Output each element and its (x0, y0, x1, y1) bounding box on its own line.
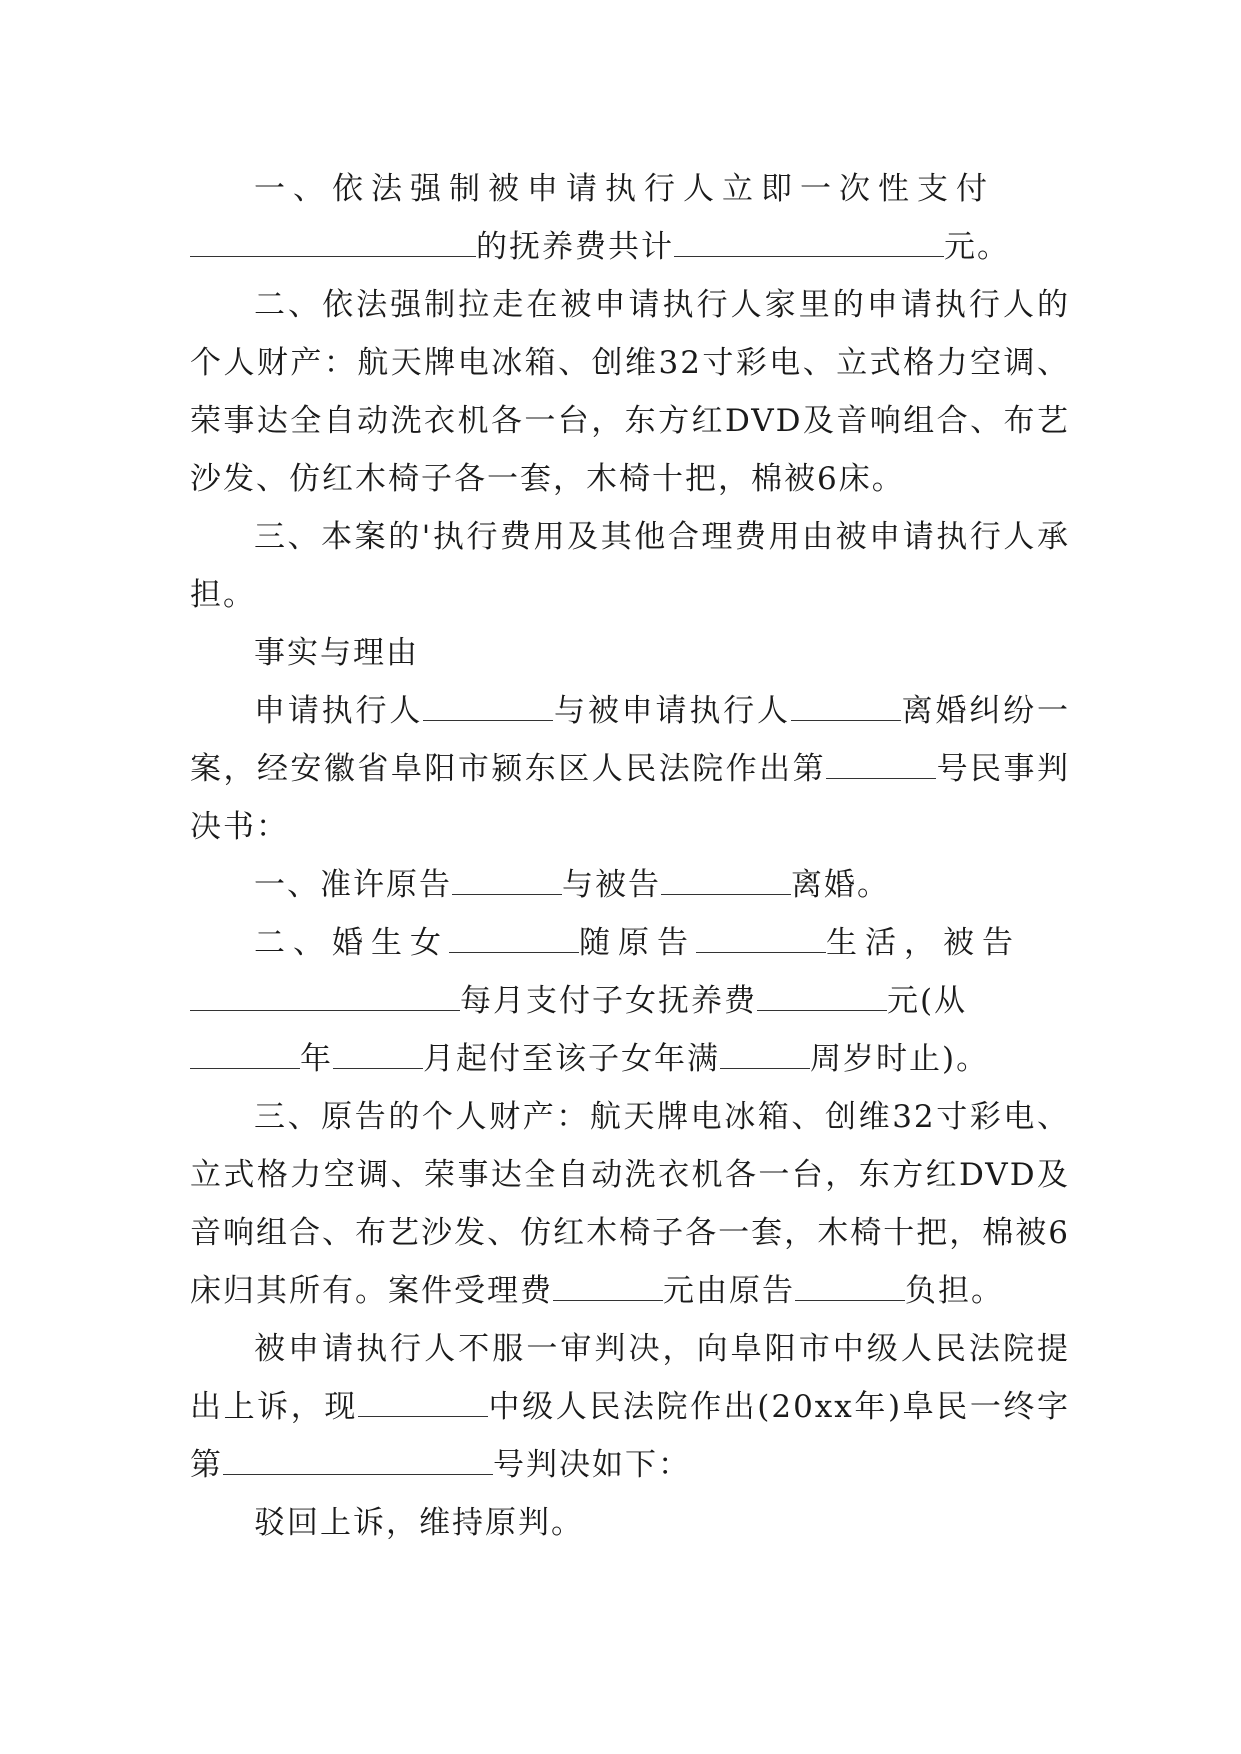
blank-line (333, 1042, 423, 1069)
appeal-text: 中级人民法院作出(20xx年)阜民一终字第 (190, 1389, 1070, 1483)
judgment-text: 与被告 (562, 867, 661, 903)
blank-line (223, 1448, 493, 1475)
judgment-text: 一、准许原告 (254, 867, 452, 903)
case-text: 号民事判决书： (190, 751, 1071, 845)
blank-line (791, 694, 901, 721)
blank-line (553, 1274, 663, 1301)
paragraph-payment-order (190, 160, 1070, 276)
paragraph-final-ruling: 驳回上诉，维持原判。 (254, 1505, 584, 1541)
judgment-text: 三、原告的个人财产：航天牌电冰箱、创维32寸彩电、立式格力空调、荣事达全自动洗衣机各一台，东方红DVD及音响组合、布艺沙发、仿红木椅子各一套，木椅十把，棉被6床归其所有。案件受理费 (190, 1099, 1070, 1309)
document-body (190, 160, 1070, 1552)
judgment-text: 每月支付子女抚养费 (460, 983, 757, 1019)
paragraph-property-removal: 二、依法强制拉走在被申请执行人家里的申请执行人的个人财产：航天牌电冰箱、创维32寸彩电、立式格力空调、荣事达全自动洗衣机各一台，东方红DVD及音响组合、布艺沙发、仿红木椅子各一套，木椅十把，棉被6床。 (190, 287, 1070, 497)
blank-line (452, 868, 562, 895)
blank-line (190, 1042, 300, 1069)
section-heading-facts-reasons: 事实与理由 (254, 635, 419, 671)
blank-line (449, 926, 579, 953)
payment-order-lead: 一、依法强制被申请执行人立即一次性支付 (254, 171, 995, 207)
payment-order-end: 元。 (944, 229, 1010, 265)
blank-line (720, 1042, 810, 1069)
appeal-text: 被申请执行人不服一审判决，向阜阳市中级人民法院提出上诉，现 (190, 1331, 1070, 1425)
judgment-text: 月起付至该子女年满 (423, 1041, 720, 1077)
paragraph-divorce-granted (190, 856, 1070, 914)
judgment-text: 离婚。 (791, 867, 890, 903)
judgment-text: 周岁时止)。 (810, 1041, 990, 1077)
blank-line (190, 984, 460, 1011)
paragraph-appeal (190, 1320, 1070, 1494)
blank-line (826, 752, 936, 779)
case-text: 与被申请执行人 (553, 693, 791, 729)
blank-line (795, 1274, 905, 1301)
paragraph-case-background (190, 682, 1070, 856)
blank-line (661, 868, 791, 895)
case-text: 申请执行人 (254, 693, 424, 729)
paragraph-plaintiff-property (190, 1088, 1070, 1320)
case-text: 离婚纠纷一案，经安徽省阜阳市颍东区人民法院作出第 (190, 693, 1071, 787)
paragraph-costs: 三、本案的'执行费用及其他合理费用由被申请执行人承担。 (190, 519, 1070, 613)
judgment-text: 随原告 (579, 925, 696, 961)
judgment-text: 元(从 (887, 983, 968, 1019)
judgment-text: 二、婚生女 (254, 925, 449, 961)
blank-line (757, 984, 887, 1011)
blank-line (696, 926, 826, 953)
judgment-text: 年 (300, 1041, 333, 1077)
payment-order-mid: 的抚养费共计 (476, 229, 674, 265)
judgment-text: 元由原告 (663, 1273, 795, 1309)
appeal-text: 号判决如下： (493, 1447, 691, 1483)
blank-line (358, 1390, 488, 1417)
blank-line (423, 694, 553, 721)
paragraph-child-support (190, 914, 1070, 1088)
blank-line (674, 230, 944, 257)
judgment-text: 负担。 (905, 1273, 1004, 1309)
blank-line (190, 230, 476, 257)
judgment-text: 生活，被告 (826, 925, 1021, 961)
